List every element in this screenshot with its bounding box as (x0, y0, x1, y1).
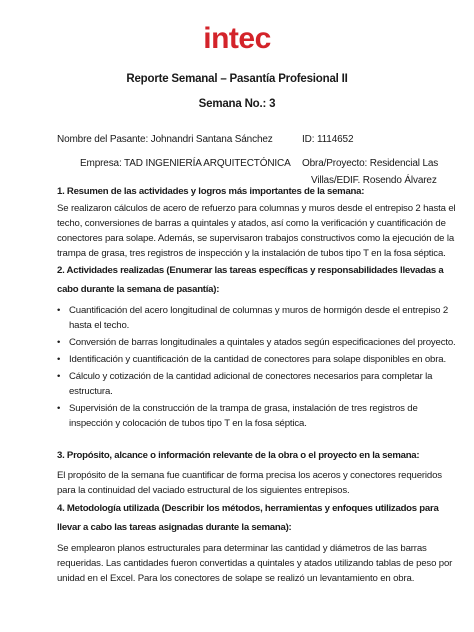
logo-text: intec (203, 22, 271, 55)
paragraph-line: El propósito de la semana fue cuantificar de forma precisa los aceros y conectores requeridos (57, 470, 442, 481)
week-number: Semana No.: 3 (198, 98, 276, 110)
list-item (57, 369, 437, 399)
section-3-heading: 3. Propósito, alcance o información relevante de la obra o el proyecto en la semana: (57, 450, 420, 461)
paragraph-line: techo, conversiones de barras a quintales y atados, así como la verificación y cuantificación de (57, 218, 446, 229)
section-2-heading-line-1: 2. Actividades realizadas (Enumerar las tareas específicas y responsabilidades llevadas a (57, 265, 444, 276)
activities-list (57, 303, 456, 433)
company-name: Empresa: TAD INGENIERÍA ARQUITECTÓNICA (80, 158, 291, 169)
section-1-heading: 1. Resumen de las actividades y logros más importantes de la semana: (57, 186, 365, 197)
section-1-paragraph (57, 201, 456, 261)
project-name-line-2: Villas/EDIF. Rosendo Álvarez (311, 175, 437, 186)
section-3-paragraph (57, 468, 442, 498)
paragraph-line: trampa de grasa, tres registros de inspección y la instalación de tubos tipo T en la fosa séptica. (57, 248, 446, 259)
list-item-line: • Cálculo y cotización de la cantidad adicional de conectores necesarios para completar la (69, 371, 433, 382)
list-item (57, 303, 449, 333)
student-name: Nombre del Pasante: Johnandri Santana Sánchez (57, 134, 273, 145)
project-name-line-1: Obra/Proyecto: Residencial Las (302, 158, 439, 169)
paragraph-line: requeridas. Las cantidades fueron convertidas a quintales y atados utilizando tablas de peso por (57, 558, 453, 569)
list-item-line: • Supervisión de la construcción de la trampa de grasa, instalación de tres registros de (69, 403, 418, 414)
section-4-paragraph (57, 541, 453, 586)
section-2-heading-line-2: cabo durante la semana de pasantía): (57, 284, 220, 295)
list-item-line: hasta el techo. (69, 320, 130, 331)
paragraph-line: unidad en el Excel. Para los conectores de solape se realizó un levantamiento en obra. (57, 573, 415, 584)
intec-logo (0, 22, 474, 56)
list-item (57, 352, 446, 367)
list-item-line: inspección y colocación de tubos tipo T en la fosa séptica. (69, 418, 307, 429)
list-item-line: • Identificación y cuantificación de la cantidad de conectores para solape disponibles en obra. (69, 354, 446, 365)
paragraph-line: conectores para solape. Además, se supervisaron trabajos constructivos como la ejecución de la (57, 233, 455, 244)
list-item-line: • Cuantificación del acero longitudinal de columnas y muros de hormigón desde el entrepiso 2 (69, 305, 449, 316)
report-title: Reporte Semanal – Pasantía Profesional II (126, 73, 348, 85)
paragraph-line: para la continuidad del vaciado estructural de los siguientes entrepisos. (57, 485, 350, 496)
list-item-line: • Conversión de barras longitudinales a quintales y atados según especificaciones del proyecto. (69, 337, 456, 348)
student-id: ID: 1114652 (302, 134, 354, 145)
paragraph-line: Se emplearon planos estructurales para determinar las cantidad y diámetros de las barras (57, 543, 427, 554)
list-item (57, 401, 437, 431)
section-4-heading-line-1: 4. Metodología utilizada (Describir los métodos, herramientas y enfoques utilizados para (57, 503, 439, 514)
list-item-line: estructura. (69, 386, 113, 397)
paragraph-line: Se realizaron cálculos de acero de refuerzo para columnas y muros desde el entrepiso 2 hasta el (57, 203, 456, 214)
section-4-heading-line-2: llevar a cabo las tareas asignadas durante la semana): (57, 522, 292, 533)
list-item (57, 335, 456, 350)
